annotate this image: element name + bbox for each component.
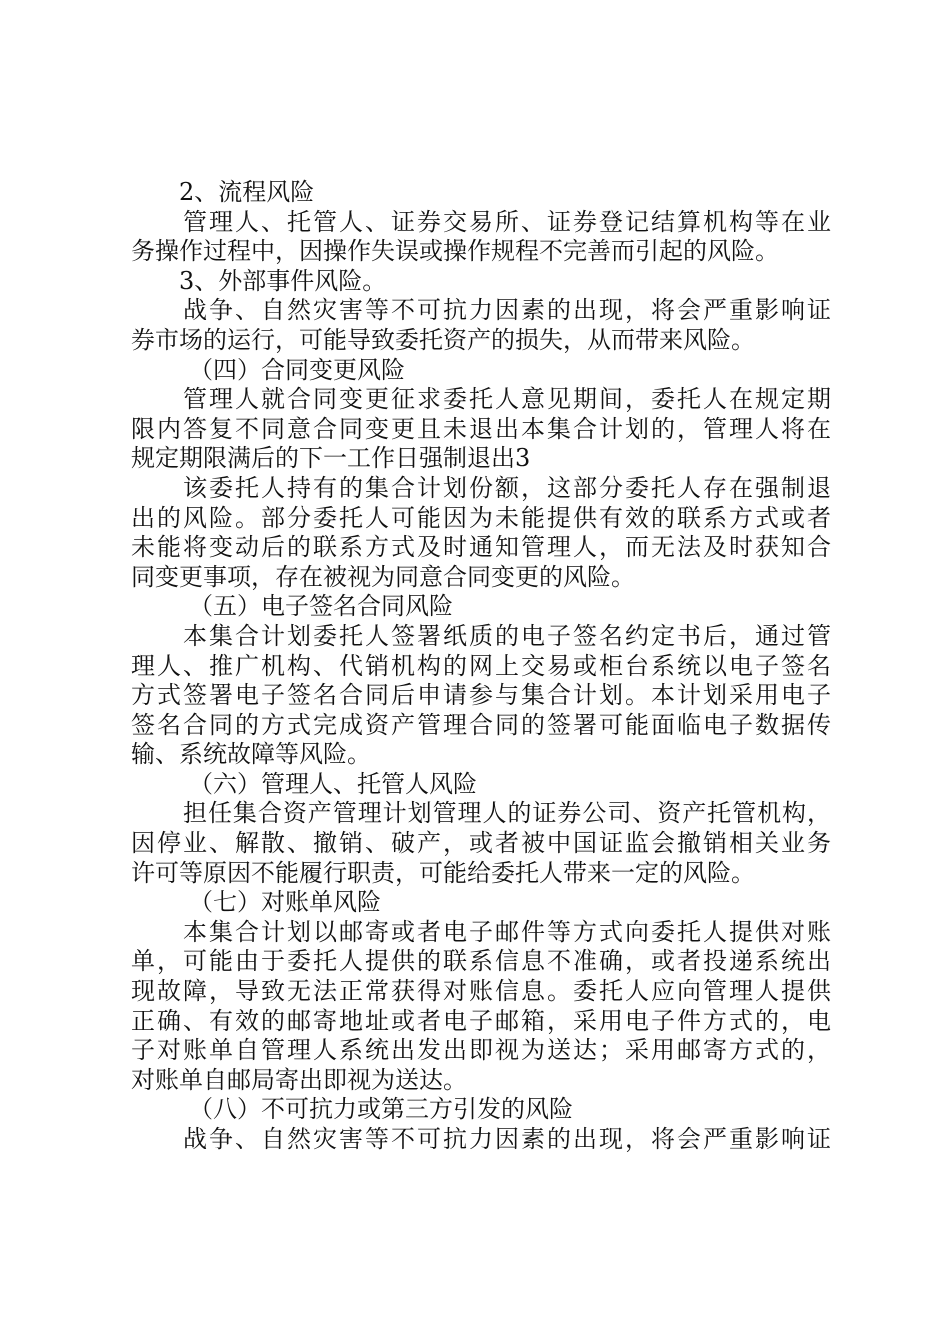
paragraph-line: 出的风险。部分委托人可能因为未能提供有效的联系方式或者: [131, 503, 831, 532]
paragraph-line: 因停业、解散、撤销、破产，或者被中国证监会撤销相关业务: [131, 829, 831, 858]
paragraph-line: 单，可能由于委托人提供的联系信息不准确，或者投递系统出: [131, 947, 831, 976]
paragraph: [131, 474, 831, 592]
paragraph-line: 规定期限满后的下一工作日强制退出3: [131, 444, 531, 473]
paragraph-line: 理人、推广机构、代销机构的网上交易或柜台系统以电子签名: [131, 651, 831, 680]
paragraph-line: 对账单自邮局寄出即视为送达。: [131, 1065, 467, 1094]
paragraph-line: 方式签署电子签名合同后申请参与集合计划。本计划采用电子: [131, 681, 831, 710]
heading-text: （七）对账单风险: [189, 888, 381, 917]
paragraph-line: 子对账单自管理人系统出发出即视为送达；采用邮寄方式的，: [131, 1036, 831, 1065]
paragraph: [131, 799, 831, 888]
section-heading: [131, 1095, 831, 1125]
paragraph-line: 务操作过程中，因操作失误或操作规程不完善而引起的风险。: [131, 237, 779, 266]
heading-text: （四）合同变更风险: [189, 355, 405, 384]
paragraph: [131, 622, 831, 770]
paragraph-line: 战争、自然灾害等不可抗力因素的出现，将会严重影响证: [183, 1125, 831, 1153]
heading-text: （五）电子签名合同风险: [189, 592, 453, 621]
section-heading: [131, 770, 831, 800]
section-heading: [131, 592, 831, 622]
section-heading: [131, 267, 831, 297]
paragraph-line: 管理人、托管人、证券交易所、证券登记结算机构等在业: [183, 207, 831, 236]
paragraph: [131, 918, 831, 1096]
heading-text: 3、外部事件风险。: [179, 266, 387, 295]
paragraph-line: 未能将变动后的联系方式及时通知管理人，而无法及时获知合: [131, 533, 831, 562]
paragraph-line: 现故障，导致无法正常获得对账信息。委托人应向管理人提供: [131, 977, 831, 1006]
heading-text: （六）管理人、托管人风险: [189, 769, 477, 798]
section-heading: [131, 178, 831, 208]
paragraph: [131, 385, 831, 474]
paragraph-line: 本集合计划以邮寄或者电子邮件等方式向委托人提供对账: [183, 917, 831, 946]
section-heading: [131, 356, 831, 386]
paragraph-line: 签名合同的方式完成资产管理合同的签署可能面临电子数据传: [131, 710, 831, 739]
paragraph-line: 战争、自然灾害等不可抗力因素的出现，将会严重影响证: [183, 296, 831, 325]
section-heading: [131, 888, 831, 918]
paragraph-line: 券市场的运行，可能导致委托资产的损失，从而带来风险。: [131, 325, 755, 354]
paragraph-line: 正确、有效的邮寄地址或者电子邮箱，采用电子件方式的，电: [131, 1006, 831, 1035]
paragraph-line: 输、系统故障等风险。: [131, 740, 371, 769]
paragraph: [131, 296, 831, 355]
paragraph: [131, 1125, 831, 1155]
paragraph-line: 担任集合资产管理计划管理人的证券公司、资产托管机构，: [183, 799, 831, 828]
paragraph-line: 限内答复不同意合同变更且未退出本集合计划的，管理人将在: [131, 414, 831, 443]
document-body: [131, 178, 831, 1155]
paragraph-line: 许可等原因不能履行职责，可能给委托人带来一定的风险。: [131, 858, 755, 887]
paragraph-line: 本集合计划委托人签署纸质的电子签名约定书后，通过管: [183, 621, 831, 650]
paragraph-line: 该委托人持有的集合计划份额，这部分委托人存在强制退: [183, 473, 831, 502]
heading-text: 2、流程风险: [179, 178, 315, 206]
paragraph-line: 同变更事项，存在被视为同意合同变更的风险。: [131, 562, 635, 591]
paragraph: [131, 208, 831, 267]
paragraph-line: 管理人就合同变更征求委托人意见期间，委托人在规定期: [183, 385, 831, 414]
heading-text: （八）不可抗力或第三方引发的风险: [189, 1095, 573, 1124]
